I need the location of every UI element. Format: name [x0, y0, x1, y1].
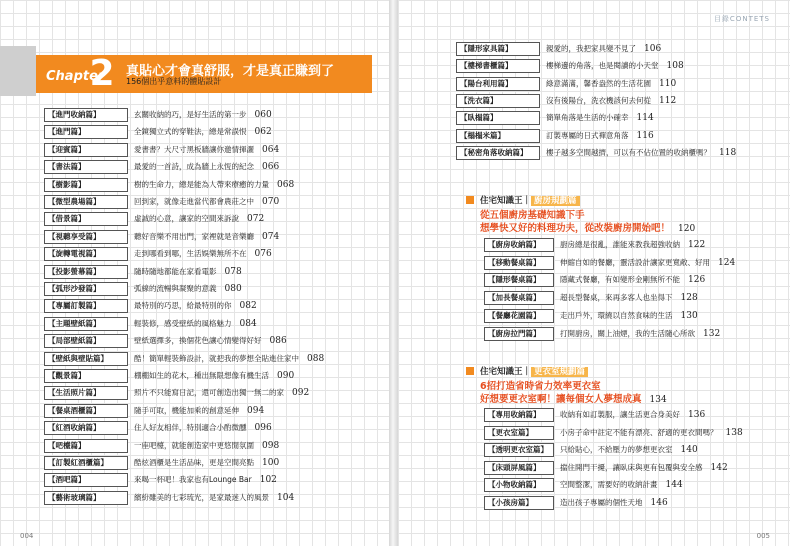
- toc-entry-description: [560, 273, 705, 287]
- kitchen-bullet-icon: [466, 196, 474, 204]
- toc-entry-text: 最特別的巧思，給最特別的你: [134, 301, 232, 311]
- toc-entry-page-number: 106: [644, 44, 662, 54]
- toc-entry-text: 樹的生命力，總是能為人帶來療癒的力量: [134, 179, 269, 189]
- toc-entry-tag: 【廚房拉門篇】: [484, 327, 554, 341]
- toc-entry-description: [134, 160, 279, 174]
- kitchen-section-head: [480, 194, 580, 206]
- toc-entry-text: 一座吧檯，就能創造家中更悠閒氛圍: [134, 440, 254, 450]
- toc-entry-description: [546, 59, 684, 73]
- toc-entry-page-number: 070: [262, 197, 280, 207]
- closet-section-prefix: 住宅知識王｜: [480, 367, 532, 377]
- toc-entry-tag: 【小物收納篇】: [484, 478, 554, 492]
- toc-entry-page-number: 112: [659, 95, 677, 106]
- toc-entry-description: [546, 111, 654, 125]
- toc-entry-description: [546, 42, 661, 56]
- toc-entry-text: 親愛的，我把家具變不見了: [546, 44, 636, 53]
- toc-entry-page-number: 102: [259, 475, 277, 486]
- toc-entry-text: 來喝一杯吧！我家也有Lounge Bar: [134, 475, 252, 485]
- toc-entry-page-number: 110: [659, 78, 677, 89]
- toc-entry-description: [134, 299, 257, 313]
- toc-entry-page-number: 126: [688, 275, 706, 286]
- toc-entry-tag: 【隱形餐桌篇】: [484, 273, 554, 287]
- toc-entry-page-number: 114: [636, 113, 654, 124]
- toc-entry-tag: 【主題壁紙篇】: [44, 317, 128, 331]
- toc-entry-description: [560, 461, 728, 475]
- toc-entry-tag: 【陽台利用篇】: [456, 77, 540, 91]
- closet-line-1: 6招打造省時省力效率更衣室: [480, 381, 601, 392]
- toc-entry-description: [134, 439, 279, 453]
- toc-entry-page-number: 122: [688, 240, 706, 250]
- closet-line-2: [480, 391, 667, 405]
- toc-entry-description: [560, 496, 668, 510]
- toc-entry-description: [134, 491, 294, 505]
- toc-entry-page-number: 098: [262, 440, 280, 451]
- toc-entry-description: [546, 94, 676, 108]
- closet-line-2-text: 好想要更衣室啊！讓每個女人夢想成真: [480, 394, 642, 405]
- toc-entry-description: [134, 456, 279, 470]
- toc-entry-text: 超長型餐桌，來再多客人也坐得下: [560, 293, 673, 303]
- toc-entry-page-number: 144: [665, 480, 683, 490]
- toc-entry-tag: 【投影螢幕篇】: [44, 265, 128, 279]
- toc-entry-description: [134, 334, 287, 348]
- toc-entry-tag: 【臥榻篇】: [456, 111, 540, 125]
- toc-entry-text: 玄關收納的巧，是好生活的第一步: [134, 110, 247, 119]
- toc-entry-description: [560, 408, 705, 422]
- toc-entry-tag: 【局部壁紙篇】: [44, 334, 128, 348]
- toc-entry-description: [560, 327, 720, 341]
- toc-entry-description: [134, 265, 242, 279]
- toc-entry-description: [560, 309, 698, 323]
- toc-entry-tag: 【生活照片篇】: [44, 386, 128, 400]
- toc-entry-page-number: 082: [239, 301, 257, 312]
- toc-entry-description: [134, 178, 294, 192]
- left-folio: 004: [20, 532, 34, 540]
- toc-entry-tag: 【吧檯篇】: [44, 439, 128, 453]
- toc-entry-tag: 【酒吧篇】: [44, 473, 128, 487]
- toc-entry-description: [546, 129, 654, 143]
- toc-entry-description: [560, 478, 683, 492]
- toc-entry-tag: 【更衣室篇】: [484, 426, 554, 440]
- toc-entry-text: 簡單角落是生活的小確幸: [546, 113, 629, 123]
- chapter-number: 2: [89, 53, 115, 94]
- toc-entry-tag: 【專屬訂製篇】: [44, 299, 128, 313]
- toc-entry-description: [134, 473, 277, 487]
- toc-entry-page-number: 064: [262, 144, 280, 155]
- toc-entry-description: [546, 146, 736, 160]
- toc-entry-page-number: 096: [254, 423, 272, 434]
- toc-entry-tag: 【床頭屏風篇】: [484, 461, 554, 475]
- toc-entry-page-number: 136: [688, 410, 706, 420]
- left-page: [0, 0, 389, 546]
- toc-entry-page-number: 142: [710, 462, 728, 473]
- book-gutter: [389, 0, 398, 546]
- toc-entry-page-number: 078: [224, 266, 242, 277]
- toc-entry-description: [134, 317, 257, 331]
- chapter-word: Chapter: [46, 69, 105, 84]
- chapter-subtitle: 156個出乎意料的體貼設計: [126, 77, 222, 86]
- toc-entry-page-number: 130: [680, 310, 698, 321]
- toc-entry-tag: 【廚房收納篇】: [484, 238, 554, 252]
- toc-entry-page-number: 062: [254, 127, 272, 138]
- toc-entry-tag: 【進門收納篇】: [44, 108, 128, 122]
- toc-entry-text: 走到哪看到哪，生活娛樂無所不在: [134, 249, 247, 259]
- toc-entry-tag: 【迎賓篇】: [44, 143, 128, 157]
- toc-entry-text: 棚棚如生的花木，種出無限想像有機生活: [134, 371, 269, 380]
- toc-entry-page-number: 118: [719, 147, 737, 158]
- toc-entry-page-number: 116: [636, 130, 654, 141]
- toc-entry-tag: 【訂製紅酒櫃篇】: [44, 456, 128, 470]
- toc-entry-page-number: 124: [718, 257, 736, 268]
- toc-entry-tag: 【弧形沙發篇】: [44, 282, 128, 296]
- toc-entry-text: 虛誠的心意，讓家的空間來訴說: [134, 214, 239, 224]
- toc-entry-text: 樓子越多空間越擠，可以有不佔位置的收納櫃嗎？: [546, 147, 711, 157]
- toc-entry-page-number: 094: [247, 405, 265, 416]
- kitchen-section-label: 廚房規劃篇: [531, 196, 580, 206]
- toc-entry-tag: 【加長餐桌篇】: [484, 291, 554, 305]
- toc-entry-text: 樓梯邊的角落，也是閱讀的小天堂: [546, 61, 659, 71]
- toc-entry-page-number: 128: [680, 293, 698, 304]
- toc-entry-text: 伸縮自如的餐廳，靈活設計讓家更寬敞、好用: [560, 257, 710, 267]
- toc-entry-description: [546, 77, 676, 91]
- toc-entry-page-number: 060: [254, 110, 272, 120]
- toc-entry-tag: 【專用收納篇】: [484, 408, 554, 422]
- toc-entry-description: [560, 256, 735, 270]
- toc-entry-text: 廚房總是很亂，誰能來教我超強收納: [560, 240, 680, 249]
- toc-entry-description: [134, 247, 272, 261]
- toc-entry-tag: 【旋轉電視篇】: [44, 247, 128, 261]
- toc-entry-text: 壁紙選擇多，換個花色讓心情變得好好: [134, 336, 262, 346]
- toc-entry-tag: 【榻榻米篇】: [456, 129, 540, 143]
- toc-entry-tag: 【餐桌酒櫃篇】: [44, 404, 128, 418]
- toc-entry-page-number: 076: [254, 249, 272, 260]
- toc-entry-text: 訂製專屬的日式禪意角落: [546, 130, 629, 140]
- toc-entry-page-number: 066: [262, 162, 280, 173]
- toc-entry-tag: 【隱形家具篇】: [456, 42, 540, 56]
- toc-entry-page-number: 068: [277, 179, 295, 190]
- toc-entry-text: 隨手可取，機能加乘的創意延伸: [134, 405, 239, 415]
- toc-entry-tag: 【微型農場篇】: [44, 195, 128, 209]
- toc-entry-tag: 【樓梯書櫃篇】: [456, 59, 540, 73]
- toc-entry-description: [134, 125, 272, 139]
- toc-entry-description: [134, 404, 264, 418]
- toc-entry-text: 打開廚房，關上油煙，我的生活隨心所欲: [560, 328, 695, 338]
- right-folio: 005: [756, 532, 770, 540]
- toc-entry-page-number: 104: [277, 492, 295, 503]
- toc-entry-tag: 【樹影篇】: [44, 178, 128, 192]
- toc-entry-text: 全鏡獨立式的穿鞋法，總是常誤恨: [134, 127, 247, 137]
- chapter-title: 真貼心才會真舒服，才是真正賺到了: [126, 64, 335, 79]
- toc-entry-description: [560, 291, 698, 305]
- toc-entry-text: 擋住開門干擾，讓臥床與更有包覆與安全感: [560, 462, 703, 472]
- toc-entry-text: 空間整潔，需要好的收納計畫: [560, 480, 658, 489]
- kitchen-line-2: [480, 220, 695, 234]
- toc-entry-text: 弧線的流暢與凝聚的意義: [134, 284, 217, 293]
- toc-entry-text: 聽好音樂不用出門，家裡就是音樂廳: [134, 231, 254, 241]
- toc-entry-description: [134, 421, 272, 435]
- toc-entry-description: [560, 443, 698, 457]
- toc-entry-tag: 【觀景篇】: [44, 369, 128, 383]
- toc-entry-page-number: 132: [703, 328, 721, 339]
- kitchen-section-page: 120: [678, 224, 696, 234]
- toc-entry-description: [134, 386, 309, 400]
- toc-entry-tag: 【書法篇】: [44, 160, 128, 174]
- toc-entry-description: [560, 238, 705, 252]
- toc-entry-tag: 【秘密角落收納篇】: [456, 146, 540, 160]
- toc-entry-description: [134, 282, 242, 296]
- toc-entry-page-number: 084: [239, 318, 257, 329]
- toc-entry-page-number: 074: [262, 231, 280, 242]
- toc-entry-description: [134, 212, 264, 226]
- toc-entry-page-number: 108: [666, 61, 684, 72]
- toc-entry-description: [134, 369, 294, 383]
- toc-entry-description: [134, 230, 279, 244]
- toc-entry-text: 造出孩子專屬的個性天地: [560, 497, 643, 507]
- toc-entry-text: 繽紛雖美的七彩琉光，是家最迷人的風景: [134, 492, 269, 502]
- right-page: [398, 0, 790, 546]
- toc-entry-text: 綠意滿滿，馨香盎然的生活花園: [546, 78, 651, 88]
- toc-entry-text: 小房子命中註定不能有漂亮、舒適的更衣間嗎？: [560, 427, 718, 437]
- toc-entry-page-number: 086: [269, 336, 287, 347]
- toc-entry-tag: 【紅酒收納篇】: [44, 421, 128, 435]
- toc-entry-text: 隨時隨地都能在家看電影: [134, 266, 217, 276]
- kitchen-line-2-text: 想學快又好的料理功夫，從改裝廚房開始吧！: [480, 223, 671, 234]
- toc-entry-description: [134, 108, 272, 122]
- toc-entry-text: 收納有如訂製服，讓生活更合身美好: [560, 410, 680, 419]
- toc-entry-text: 住人好友相伴，特別適合小酌微醺: [134, 423, 247, 433]
- toc-entry-page-number: 080: [224, 284, 242, 294]
- toc-entry-tag: 【透明更衣室篇】: [484, 443, 554, 457]
- toc-entry-description: [134, 352, 324, 366]
- closet-section-head: [480, 365, 588, 377]
- kitchen-line-1: 從五個廚房基礎知識下手: [480, 210, 585, 221]
- toc-entry-page-number: 092: [292, 388, 310, 399]
- closet-section-label: 更衣室規劃篇: [531, 367, 588, 377]
- toc-entry-page-number: 072: [247, 214, 265, 225]
- toc-entry-text: 沒有後陽台，洗衣機該何去何從: [546, 95, 651, 105]
- toc-entry-text: 只給貼心，不給壓力的夢想更衣室: [560, 445, 673, 454]
- toc-entry-tag: 【進門篇】: [44, 125, 128, 139]
- toc-entry-text: 愛書書？大尺寸黑板牆讓你邀情揮灑: [134, 144, 254, 154]
- toc-entry-page-number: 100: [262, 458, 280, 468]
- toc-entry-page-number: 090: [277, 371, 295, 381]
- toc-entry-tag: 【借景篇】: [44, 212, 128, 226]
- toc-entry-text: 輕裝修，感受壁紙的風格魅力: [134, 318, 232, 328]
- toc-entry-tag: 【餐廳花園篇】: [484, 309, 554, 323]
- toc-entry-text: 酷炫酒櫃是生活品味，更是空間亮點: [134, 458, 254, 467]
- toc-entry-page-number: 146: [650, 497, 668, 508]
- toc-entry-tag: 【小孩房篇】: [484, 496, 554, 510]
- closet-bullet-icon: [466, 367, 474, 375]
- toc-entry-page-number: 088: [307, 353, 325, 364]
- closet-section-page: 134: [649, 395, 667, 405]
- toc-entry-tag: 【移動餐桌篇】: [484, 256, 554, 270]
- toc-entry-description: [560, 426, 743, 440]
- chapter-side-strip: [0, 46, 36, 96]
- toc-entry-text: 照片不只能寫日記，還可創造出獨一無二的家: [134, 388, 284, 398]
- toc-entry-tag: 【洗衣篇】: [456, 94, 540, 108]
- toc-entry-description: [134, 143, 279, 157]
- toc-entry-text: 走出戶外，環繞以自然食味的生活: [560, 310, 673, 320]
- toc-entry-page-number: 138: [725, 427, 743, 438]
- toc-entry-description: [134, 195, 279, 209]
- toc-entry-tag: 【視聽享受篇】: [44, 230, 128, 244]
- toc-entry-tag: 【壁紙與壁貼篇】: [44, 352, 128, 366]
- running-head: 目錄CONTETS: [713, 15, 770, 23]
- kitchen-section-prefix: 住宅知識王｜: [480, 196, 532, 206]
- toc-entry-text: 回到家，就像走進當代都會農莊之中: [134, 197, 254, 206]
- toc-entry-page-number: 140: [680, 445, 698, 455]
- toc-entry-text: 隱藏式餐廳，有如變形金剛無所不能: [560, 275, 680, 285]
- toc-entry-tag: 【藝術玻璃篇】: [44, 491, 128, 505]
- toc-entry-text: 最愛的一首詩，成為牆上永恆的紀念: [134, 162, 254, 172]
- toc-entry-text: 酷！簡單輕裝飾設計，就把我的夢想全貼進住家中: [134, 353, 299, 363]
